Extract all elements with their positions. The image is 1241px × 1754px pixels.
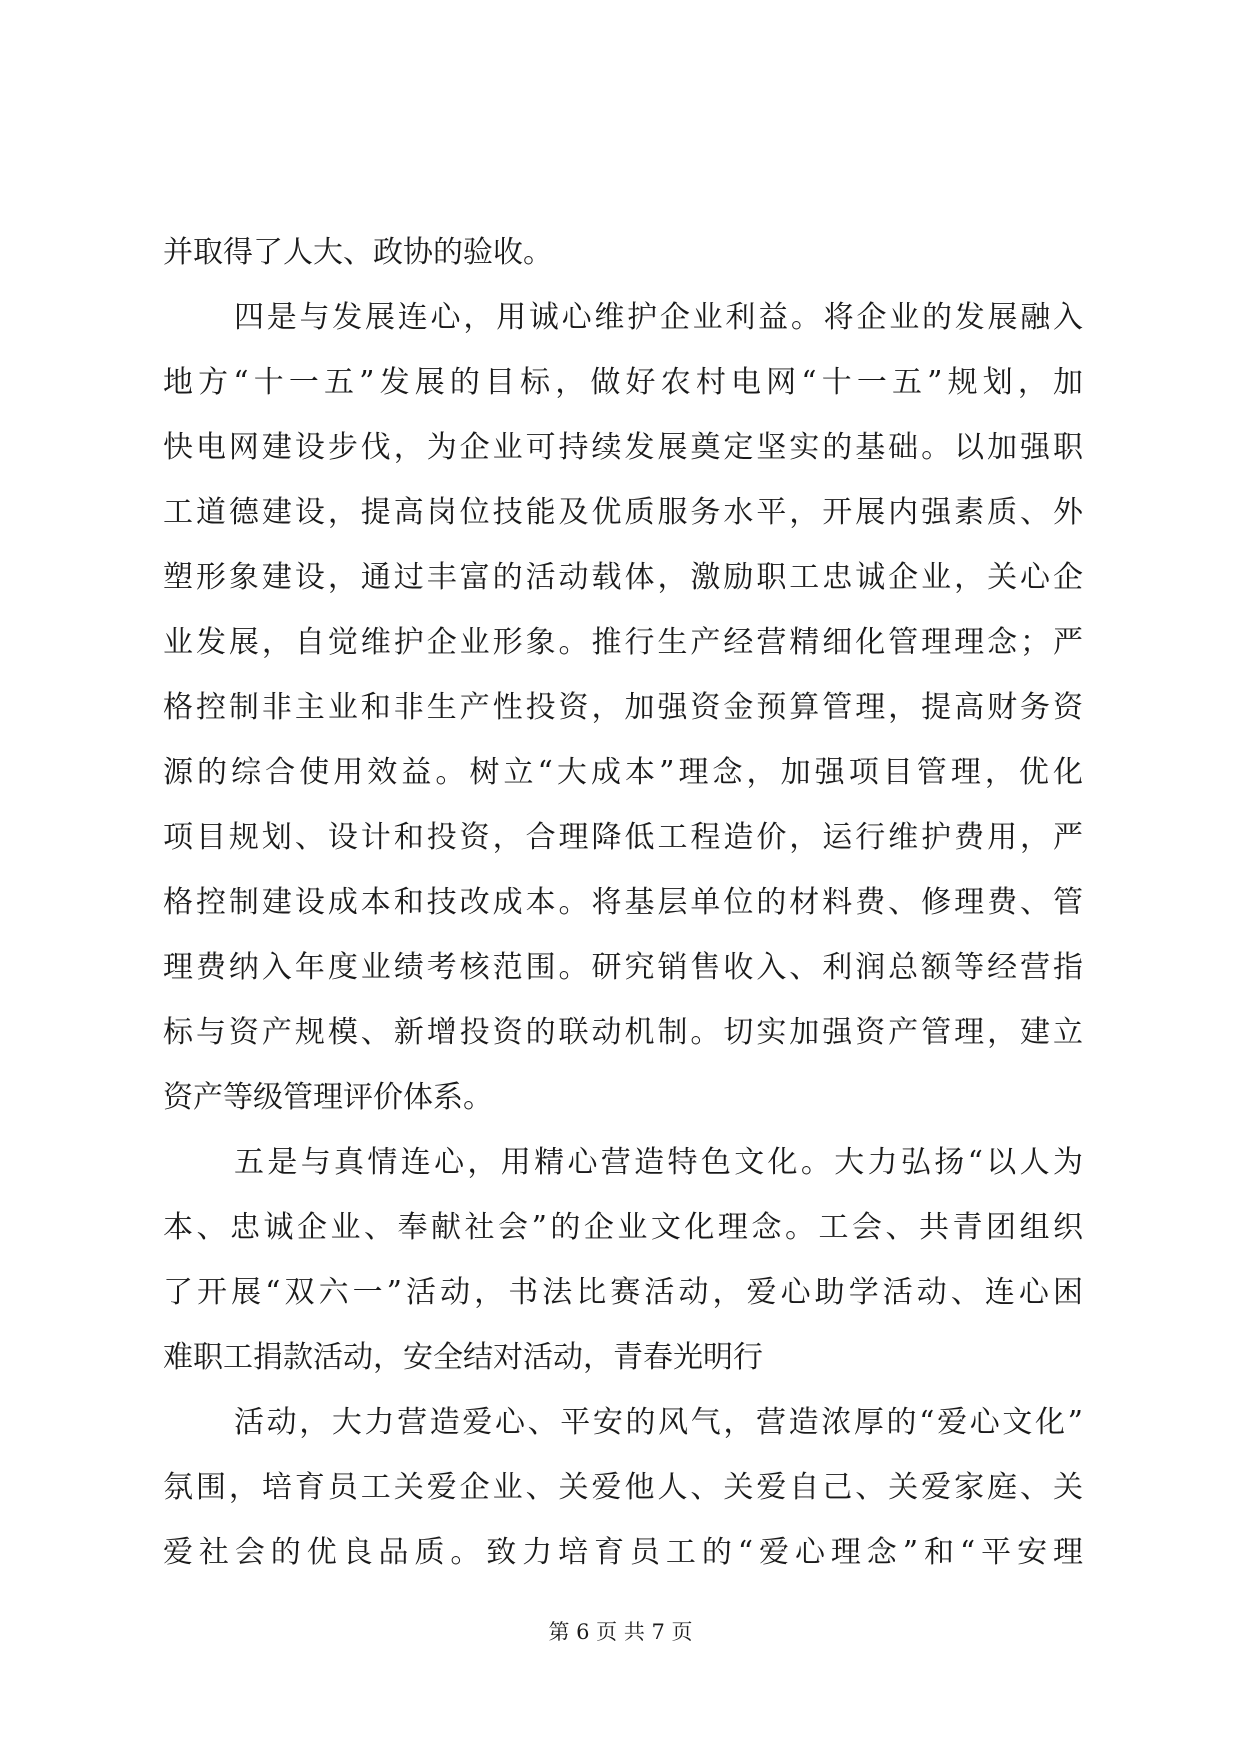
text-line: 塑形象建设，通过丰富的活动载体，激励职工忠诚企业，关心企 xyxy=(163,560,1083,595)
text-line: 项目规划、设计和投资，合理降低工程造价，运行维护费用，严 xyxy=(163,820,1083,855)
text-line: 业发展，自觉维护企业形象。推行生产经营精细化管理理念；严 xyxy=(163,625,1083,660)
text-line: 工道德建设，提高岗位技能及优质服务水平，开展内强素质、外 xyxy=(163,495,1083,530)
paragraph-first-line: 五是与真情连心，用精心营造特色文化。大力弘扬“以人为 xyxy=(234,1145,1083,1180)
text-line: 地方“十一五”发展的目标，做好农村电网“十一五”规划，加 xyxy=(163,365,1083,400)
paragraph-first-line: 活动，大力营造爱心、平安的风气，营造浓厚的“爱心文化” xyxy=(234,1405,1083,1440)
text-line: 本、忠诚企业、奉献社会”的企业文化理念。工会、共青团组织 xyxy=(163,1210,1083,1245)
text-line: 标与资产规模、新增投资的联动机制。切实加强资产管理，建立 xyxy=(163,1015,1083,1050)
text-line: 了开展“双六一”活动，书法比赛活动，爱心助学活动、连心困 xyxy=(163,1275,1083,1310)
text-line: 氛围，培育员工关爱企业、关爱他人、关爱自己、关爱家庭、关 xyxy=(163,1470,1083,1505)
text-line: 快电网建设步伐，为企业可持续发展奠定坚实的基础。以加强职 xyxy=(163,430,1083,465)
paragraph-first-line: 四是与发展连心，用诚心维护企业利益。将企业的发展融入 xyxy=(234,300,1083,335)
text-line: 理费纳入年度业绩考核范围。研究销售收入、利润总额等经营指 xyxy=(163,950,1083,985)
text-line: 爱社会的优良品质。致力培育员工的“爱心理念”和“平安理 xyxy=(163,1535,1083,1570)
text-line: 源的综合使用效益。树立“大成本”理念，加强项目管理，优化 xyxy=(163,755,1083,790)
text-line: 难职工捐款活动，安全结对活动，青春光明行 xyxy=(163,1340,763,1375)
document-body xyxy=(163,220,1083,1585)
text-line: 并取得了人大、政协的验收。 xyxy=(163,235,553,270)
page-number-footer: 第 6 页 共 7 页 xyxy=(548,1620,693,1644)
text-line: 格控制非主业和非生产性投资，加强资金预算管理，提高财务资 xyxy=(163,690,1083,725)
text-line: 格控制建设成本和技改成本。将基层单位的材料费、修理费、管 xyxy=(163,885,1083,920)
text-line: 资产等级管理评价体系。 xyxy=(163,1080,493,1115)
